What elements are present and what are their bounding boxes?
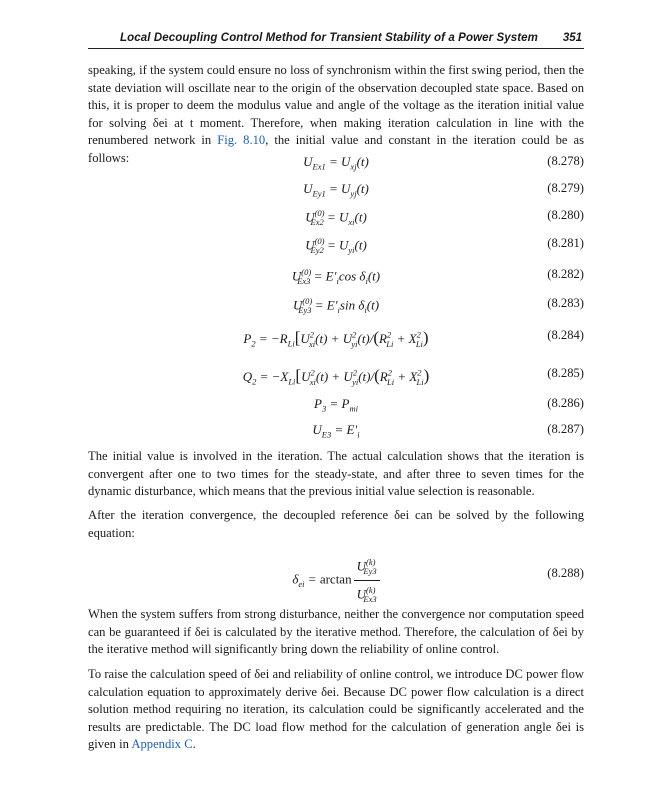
equation-number: (8.288) [547,566,584,580]
equation-8-283 [88,294,584,314]
equation-8-282 [88,265,584,285]
equation-formula: $U_{E3} = E'_i$ [312,422,360,440]
equation-8-280 [88,206,584,226]
paragraph-text: , the initial value and constant in the iteration could be as follows: [88,133,584,165]
equation-number: (8.285) [547,366,584,380]
equation-formula: $P_3 = P_{mi}$ [314,396,358,414]
equation-formula: $\delta_{ei} = \arctan$ $\frac{U^{(k)}_{Ey3}}{U^{(k)}_{Ex3}}$ [88,553,584,608]
equation-number: (8.278) [547,154,584,168]
equation-number: (8.279) [547,181,584,195]
paragraph-text: To raise the calculation speed of δei and reliability of online control, we introduce DC power flow calculation equation to approximately derive δei. Because DC power flow calculation is a direct solution method requiring no iteration, its calculation could be significantly accelerated and the results are predictable. The DC load flow method for the calculation of generation angle δei is given in [88,667,584,752]
equation-formula: $U_{Ex1} = U_{xj}(t)$ [303,154,369,172]
paragraph-text: . [192,737,196,752]
paragraph-convergence: After the iteration convergence, the decoupled reference δei can be solved by the following equation: [88,508,584,540]
running-header [88,28,584,49]
paragraph-dc-power-flow [88,666,584,754]
equation-number: (8.284) [547,328,584,342]
paragraph-disturbance: When the system suffers from strong disturbance, neither the convergence nor computation speed can be guaranteed if δei is calculated by the iterative method. Therefore, the calculation of δei by the iterative method will significantly bring down the reliability of online control. [88,607,584,657]
header-title: Local Decoupling Control Method for Transient Stability of a Power System [120,32,538,44]
equation-formula: $U^{(0)}_{Ey3} = E'_i\sin$ $\delta_i(t)$ [292,296,380,315]
equation-8-287 [88,420,584,440]
equation-number: (8.282) [547,267,584,281]
equation-formula: $U^{(0)}_{Ex2} = U_{xi}(t)$ [305,208,367,227]
equation-8-281 [88,234,584,254]
equation-8-286 [88,394,584,414]
equation-8-284 [88,326,584,349]
equation-formula: $U^{(0)}_{Ex3} = E'_i\cos$ $\delta_i(t)$ [291,267,381,286]
equation-8-278 [88,152,584,172]
equation-number: (8.286) [547,396,584,410]
equation-number: (8.281) [547,236,584,250]
paragraph-iteration: The initial value is involved in the iteration. The actual calculation shows that the iteration is convergent after one to two times for the steady-state, and after three to seven times for the dynamic disturbance, which means that the previous initial value selection is reasonable. [88,449,584,499]
equation-8-288 [88,553,584,604]
page-number: 351 [562,32,582,44]
equation-formula: $P_2 = -R_{Li}[U^2_{xi}(t) + U^2_{yi}(t)/(R^2_{Li} + X^2_{Li})$ [243,328,429,349]
appendix-link[interactable]: Appendix C [131,737,193,752]
paragraph-text: speaking, if the system could ensure no loss of synchronism within the first swing period, then the state deviation will oscillate near to the origin of the observation decoupled state space. Based on this, it is proper to deem the modulus value and angle of the voltage as the iteration initial value for solving δei at t moment. Therefore, when making iteration calculation in line with the renumbered network in [88,63,584,148]
equation-number: (8.280) [547,208,584,222]
equation-8-285 [88,364,584,387]
equation-formula: $U^{(0)}_{Ey2} = U_{yi}(t)$ [305,236,367,255]
equation-8-279 [88,179,584,199]
equation-number: (8.287) [547,422,584,436]
equation-number: (8.283) [547,296,584,310]
equation-formula: $U_{Ey1} = U_{yj}(t)$ [303,181,369,199]
equation-formula: $Q_2 = -X_{Li}[U^2_{xi}(t) + U^2_{yi}(t)/(R^2_{Li} + X^2_{Li})$ [242,366,430,387]
figure-link[interactable]: Fig. 8.10 [217,133,266,148]
